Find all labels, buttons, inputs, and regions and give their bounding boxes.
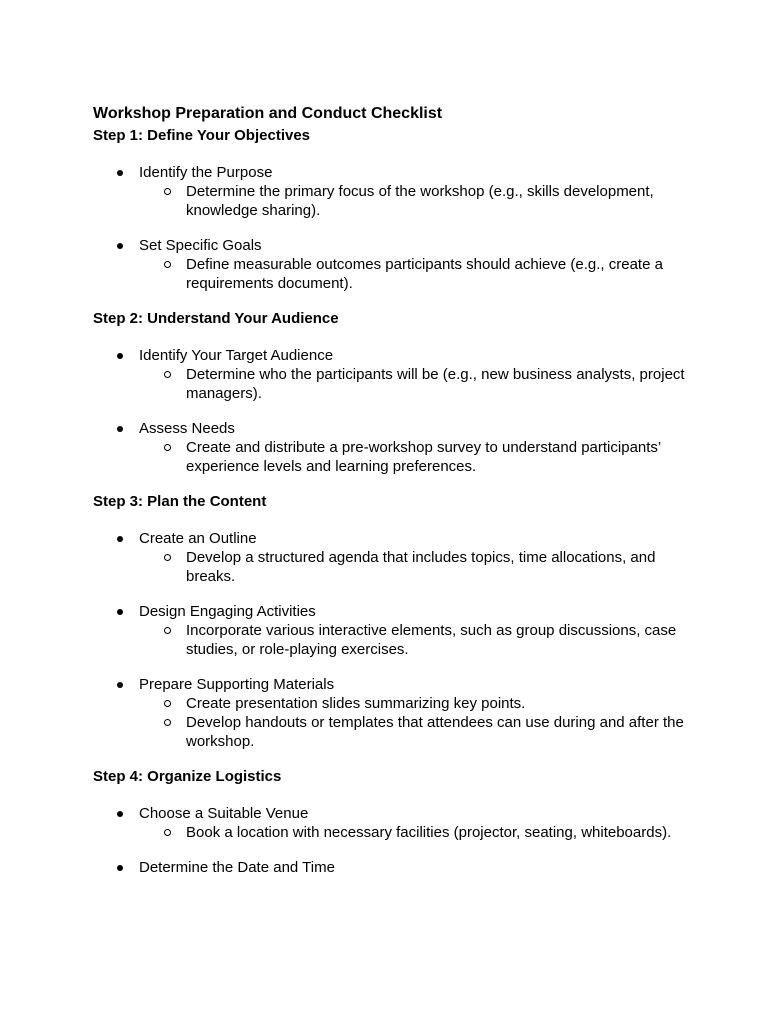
- list-item-label: Choose a Suitable Venue: [139, 805, 309, 822]
- bullet-icon: [117, 609, 123, 615]
- list-item-row: [93, 236, 693, 255]
- list-item: [93, 529, 693, 586]
- step-section: [93, 491, 693, 751]
- checklist-items: [93, 529, 693, 751]
- step-section: [93, 766, 693, 877]
- hollow-bullet-icon: [164, 719, 171, 726]
- sub-item-text: Define measurable outcomes participants should achieve (e.g., create a requirements document).: [186, 256, 663, 292]
- bullet-icon: [117, 682, 123, 688]
- hollow-bullet-icon: [164, 444, 171, 451]
- list-item-row: [93, 675, 693, 694]
- sub-item-text: Develop a structured agenda that includes topics, time allocations, and breaks.: [186, 549, 656, 585]
- sub-item-text: Book a location with necessary facilities (projector, seating, whiteboards).: [186, 824, 672, 841]
- list-item-label: Assess Needs: [139, 420, 235, 437]
- list-item-label: Determine the Date and Time: [139, 859, 335, 876]
- sub-item: [93, 365, 693, 403]
- hollow-bullet-icon: [164, 261, 171, 268]
- hollow-bullet-icon: [164, 829, 171, 836]
- bullet-icon: [117, 426, 123, 432]
- checklist-items: [93, 346, 693, 476]
- sub-item-text: Develop handouts or templates that attendees can use during and after the workshop.: [186, 714, 684, 750]
- list-item-row: [93, 858, 693, 877]
- list-item-row: [93, 346, 693, 365]
- checklist-items: [93, 804, 693, 877]
- list-item-label: Prepare Supporting Materials: [139, 676, 335, 693]
- document-title: Workshop Preparation and Conduct Checklist: [93, 105, 443, 122]
- list-item: [93, 858, 693, 877]
- step-heading: Step 2: Understand Your Audience: [93, 310, 339, 327]
- list-item-label: Identify the Purpose: [139, 164, 273, 181]
- step-heading: Step 4: Organize Logistics: [93, 768, 282, 785]
- sub-item-text: Create presentation slides summarizing key points.: [186, 695, 526, 712]
- list-item-row: [93, 804, 693, 823]
- sub-item-text: Create and distribute a pre-workshop survey to understand participants’ experience levels and learning preferences.: [186, 439, 661, 475]
- list-item-row: [93, 163, 693, 182]
- list-item: [93, 236, 693, 293]
- list-item: [93, 346, 693, 403]
- list-item: [93, 804, 693, 842]
- list-item: [93, 602, 693, 659]
- bullet-icon: [117, 243, 123, 249]
- sub-item: [93, 255, 693, 293]
- hollow-bullet-icon: [164, 700, 171, 707]
- list-item: [93, 163, 693, 220]
- sub-item: [93, 823, 693, 842]
- bullet-icon: [117, 536, 123, 542]
- step-section: [93, 308, 693, 476]
- hollow-bullet-icon: [164, 554, 171, 561]
- sub-item: [93, 713, 693, 751]
- sub-item-text: Incorporate various interactive elements, such as group discussions, case studies, or role-playing exercises.: [186, 622, 677, 658]
- step-heading: Step 3: Plan the Content: [93, 493, 267, 510]
- document-page: [93, 103, 693, 892]
- bullet-icon: [117, 865, 123, 871]
- list-item-row: [93, 602, 693, 621]
- step-heading: Step 1: Define Your Objectives: [93, 127, 311, 144]
- sub-item: [93, 438, 693, 476]
- bullet-icon: [117, 353, 123, 359]
- list-item-label: Set Specific Goals: [139, 237, 262, 254]
- list-item: [93, 419, 693, 476]
- list-item-row: [93, 419, 693, 438]
- list-item-label: Create an Outline: [139, 530, 257, 547]
- checklist-items: [93, 163, 693, 293]
- step-list: [93, 125, 693, 877]
- hollow-bullet-icon: [164, 188, 171, 195]
- hollow-bullet-icon: [164, 371, 171, 378]
- list-item: [93, 675, 693, 751]
- list-item-label: Identify Your Target Audience: [139, 347, 334, 364]
- step-section: [93, 125, 693, 293]
- sub-item: [93, 548, 693, 586]
- sub-item: [93, 621, 693, 659]
- list-item-row: [93, 529, 693, 548]
- bullet-icon: [117, 811, 123, 817]
- sub-item-text: Determine who the participants will be (e.g., new business analysts, project managers).: [186, 366, 685, 402]
- sub-item: [93, 694, 693, 713]
- list-item-label: Design Engaging Activities: [139, 603, 316, 620]
- hollow-bullet-icon: [164, 627, 171, 634]
- sub-item: [93, 182, 693, 220]
- bullet-icon: [117, 170, 123, 176]
- sub-item-text: Determine the primary focus of the workshop (e.g., skills development, knowledge sharing).: [186, 183, 654, 219]
